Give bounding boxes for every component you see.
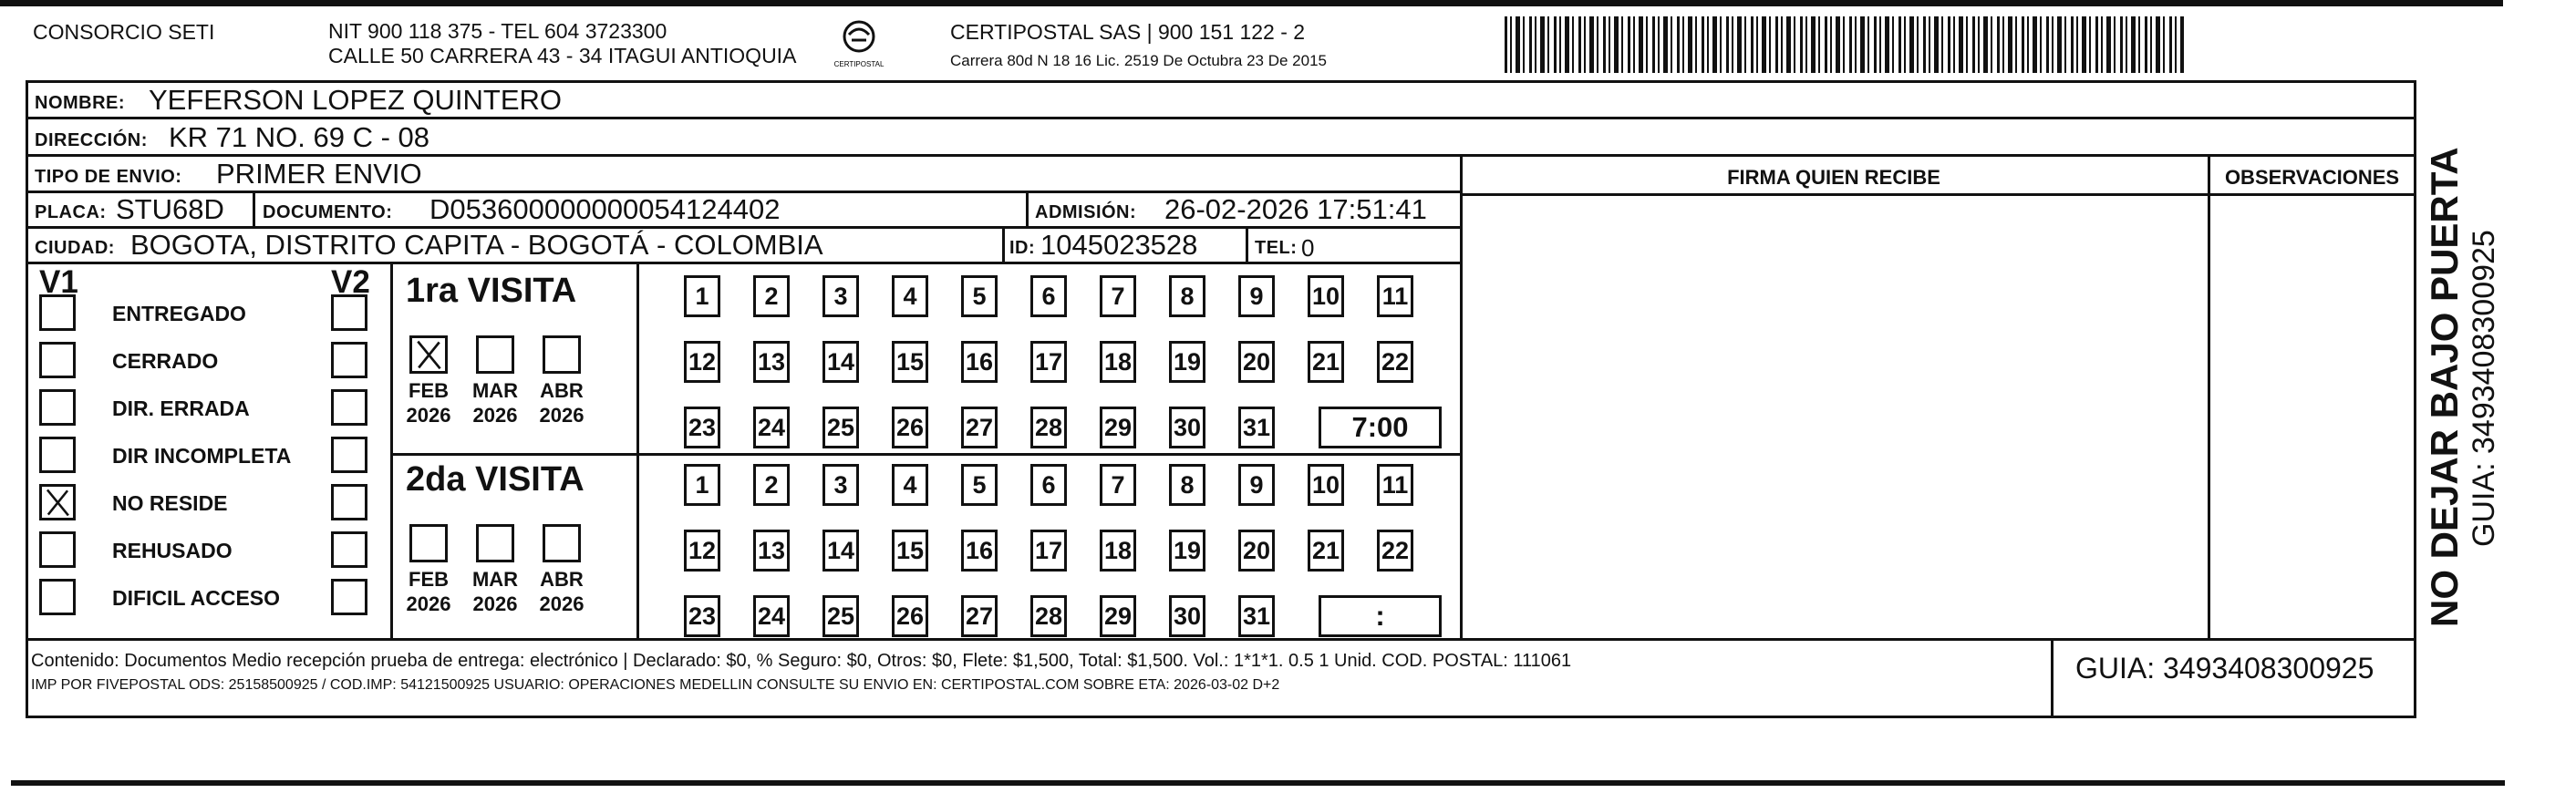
visit1-title: 1ra VISITA [406,272,577,310]
visit2-day-10[interactable]: 10 [1308,464,1344,506]
visit2-day-27[interactable]: 27 [961,595,998,637]
visit1-day-12[interactable]: 12 [684,341,720,383]
guia-footer: GUIA: 3493408300925 [2075,652,2374,685]
visit1-month-label-1: MAR [471,379,519,402]
direccion-label: DIRECCIÓN: [35,130,148,150]
status-label: DIR. ERRADA [112,396,250,420]
visit1-day-14[interactable]: 14 [822,341,859,383]
visit2-day-20[interactable]: 20 [1238,530,1275,572]
observaciones-header: OBSERVACIONES [2224,166,2400,189]
direccion-row [28,119,2414,157]
visit2-day-16[interactable]: 16 [961,530,998,572]
visit2-day-7[interactable]: 7 [1100,464,1136,506]
visit2-year-label-0: 2026 [406,592,451,615]
visit2-month-checkbox-0[interactable] [409,524,448,562]
visit1-day-10[interactable]: 10 [1308,275,1344,317]
visit1-day-5[interactable]: 5 [961,275,998,317]
delivery-form [26,80,2416,718]
visit1-day-9[interactable]: 9 [1238,275,1275,317]
ciudad-row [28,229,1460,264]
tel-value: 0 [1301,234,1315,262]
visit1-day-21[interactable]: 21 [1308,341,1344,383]
v1-label: V1 [39,264,78,300]
visit1-year-label-2: 2026 [539,404,585,427]
v1-checkbox-1[interactable] [39,342,76,378]
visit2-day-11[interactable]: 11 [1377,464,1413,506]
direccion-value: KR 71 NO. 69 C - 08 [169,121,430,153]
v2-checkbox-0[interactable] [331,294,367,331]
nombre-row [28,83,2414,119]
visit2-day-14[interactable]: 14 [822,530,859,572]
visit1-year-label-0: 2026 [406,404,451,427]
visit2-time-box[interactable]: : [1319,595,1442,637]
id-label: ID: [1009,238,1036,258]
visit2-day-26[interactable]: 26 [892,595,928,637]
visit1-day-26[interactable]: 26 [892,407,928,448]
visit1-day-31[interactable]: 31 [1238,407,1275,448]
visit2-day-1[interactable]: 1 [684,464,720,506]
tel-label: TEL: [1255,238,1298,258]
v2-checkbox-2[interactable] [331,389,367,426]
visit1-month-checkbox-1[interactable] [476,335,514,374]
visit2-day-6[interactable]: 6 [1030,464,1067,506]
visit1-day-29[interactable]: 29 [1100,407,1136,448]
placa-value: STU68D [116,193,224,225]
barcode [1505,16,2184,73]
visit1-day-27[interactable]: 27 [961,407,998,448]
visit2-month-label-1: MAR [471,568,519,591]
visit1-day-4[interactable]: 4 [892,275,928,317]
visit1-day-8[interactable]: 8 [1169,275,1205,317]
v1-checkbox-3[interactable] [39,437,76,473]
visit2-day-18[interactable]: 18 [1100,530,1136,572]
documento-value: D053600000000054124402 [429,193,781,225]
visit1-day-2[interactable]: 2 [753,275,790,317]
side-guia: GUIA: 3493408300925 [2467,230,2501,547]
visit1-day-6[interactable]: 6 [1030,275,1067,317]
visit1-day-30[interactable]: 30 [1169,407,1205,448]
tipo-row [28,157,1460,193]
nombre-value: YEFERSON LOPEZ QUINTERO [149,84,563,116]
status-label: NO RESIDE [112,491,228,515]
visit1-day-23[interactable]: 23 [684,407,720,448]
cross-mark [412,338,445,371]
visit2-month-checkbox-2[interactable] [543,524,581,562]
v2-checkbox-3[interactable] [331,437,367,473]
v1-checkbox-5[interactable] [39,531,76,568]
visit1-day-1[interactable]: 1 [684,275,720,317]
bottom-border [11,780,2505,786]
top-border [0,0,2503,6]
v1-checkbox-6[interactable] [39,579,76,615]
v2-checkbox-6[interactable] [331,579,367,615]
v2-checkbox-1[interactable] [331,342,367,378]
visit1-day-17[interactable]: 17 [1030,341,1067,383]
logo-text: CERTIPOSTAL [833,60,885,68]
visit2-day-23[interactable]: 23 [684,595,720,637]
v1-checkbox-0[interactable] [39,294,76,331]
visit2-year-label-2: 2026 [539,592,585,615]
visit1-year-label-1: 2026 [472,404,518,427]
status-label: DIR INCOMPLETA [112,444,292,468]
visit2-day-21[interactable]: 21 [1308,530,1344,572]
visit1-day-22[interactable]: 22 [1377,341,1413,383]
admision-value: 26-02-2026 17:51:41 [1164,193,1427,225]
ciudad-value: BOGOTA, DISTRITO CAPITA - BOGOTÁ - COLOMBIA [130,229,823,261]
nit-line: NIT 900 118 375 - TEL 604 3723300 [328,19,667,43]
visit1-day-20[interactable]: 20 [1238,341,1275,383]
visit1-day-25[interactable]: 25 [822,407,859,448]
admision-label: ADMISIÓN: [1035,202,1137,222]
visit1-day-13[interactable]: 13 [753,341,790,383]
visit1-month-label-2: ABR [540,379,584,402]
visit2-day-22[interactable]: 22 [1377,530,1413,572]
visit1-day-7[interactable]: 7 [1100,275,1136,317]
visit2-day-17[interactable]: 17 [1030,530,1067,572]
visit1-day-15[interactable]: 15 [892,341,928,383]
visit2-day-24[interactable]: 24 [753,595,790,637]
cross-mark [42,487,73,518]
visit2-title: 2da VISITA [406,460,585,499]
visit2-day-15[interactable]: 15 [892,530,928,572]
visit2-day-4[interactable]: 4 [892,464,928,506]
visit2-day-31[interactable]: 31 [1238,595,1275,637]
company-name: CONSORCIO SETI [33,20,215,44]
visit1-day-28[interactable]: 28 [1030,407,1067,448]
v1-checkbox-2[interactable] [39,389,76,426]
visit2-day-2[interactable]: 2 [753,464,790,506]
id-value: 1045023528 [1040,229,1198,261]
ciudad-label: CIUDAD: [35,238,115,258]
visit2-month-checkbox-1[interactable] [476,524,514,562]
tipo-label: TIPO DE ENVIO: [35,167,182,187]
status-label: REHUSADO [112,539,233,562]
status-label: CERRADO [112,349,219,373]
placa-row [28,193,1460,229]
certipostal-license: Carrera 80d N 18 16 Lic. 2519 De Octubra 23 De 2015 [950,52,1327,69]
visit1-month-checkbox-2[interactable] [543,335,581,374]
visit1-day-18[interactable]: 18 [1100,341,1136,383]
visit2-day-12[interactable]: 12 [684,530,720,572]
visit2-day-5[interactable]: 5 [961,464,998,506]
certipostal-line: CERTIPOSTAL SAS | 900 151 122 - 2 [950,20,1306,44]
visit1-day-19[interactable]: 19 [1169,341,1205,383]
content-summary: Contenido: Documentos Medio recepción prueba de entrega: electrónico | Declarado: $0, % Seguro: $0, Otros: $0, Flete: $1,500, Total: $1,500. Vol.: 1*1*1. 0.5 1 Unid. COD. POSTAL: 111061 [31,651,1572,671]
visit2-day-19[interactable]: 19 [1169,530,1205,572]
documento-label: DOCUMENTO: [263,202,393,222]
visit1-day-3[interactable]: 3 [822,275,859,317]
print-info: IMP POR FIVEPOSTAL ODS: 25158500925 / COD.IMP: 54121500925 USUARIO: OPERACIONES MEDELLIN CONSULTE SU ENVIO EN: CERTIPOSTAL.COM SOBRE ETA: 2026-03-02 D+2 [31,677,1280,693]
firma-header: FIRMA QUIEN RECIBE [1727,166,1940,189]
v1-checkbox-4[interactable] [39,484,76,520]
visit2-day-29[interactable]: 29 [1100,595,1136,637]
visit2-day-28[interactable]: 28 [1030,595,1067,637]
visit1-day-24[interactable]: 24 [753,407,790,448]
status-label: ENTREGADO [112,302,246,325]
visit2-year-label-1: 2026 [472,592,518,615]
visit2-day-25[interactable]: 25 [822,595,859,637]
visit2-day-9[interactable]: 9 [1238,464,1275,506]
visit2-day-30[interactable]: 30 [1169,595,1205,637]
visit2-day-8[interactable]: 8 [1169,464,1205,506]
visit2-month-label-0: FEB [409,568,449,591]
tipo-value: PRIMER ENVIO [216,158,422,190]
visit1-day-11[interactable]: 11 [1377,275,1413,317]
visit2-month-label-2: ABR [540,568,584,591]
placa-label: PLACA: [35,202,107,222]
v2-checkbox-5[interactable] [331,531,367,568]
visit1-month-checkbox-0[interactable] [409,335,448,374]
visit1-time-box[interactable]: 7:00 [1319,407,1442,448]
address-line: CALLE 50 CARRERA 43 - 34 ITAGUI ANTIOQUIA [328,44,797,67]
visit2-day-3[interactable]: 3 [822,464,859,506]
nombre-label: NOMBRE: [35,93,126,113]
visit1-day-16[interactable]: 16 [961,341,998,383]
no-dejar-warning: NO DEJAR BAJO PUERTA [2423,147,2466,627]
visit2-day-13[interactable]: 13 [753,530,790,572]
certipostal-logo [832,16,886,73]
v2-checkbox-4[interactable] [331,484,367,520]
v2-label: V2 [331,264,370,300]
status-label: DIFICIL ACCESO [112,586,281,610]
visit1-month-label-0: FEB [409,379,449,402]
